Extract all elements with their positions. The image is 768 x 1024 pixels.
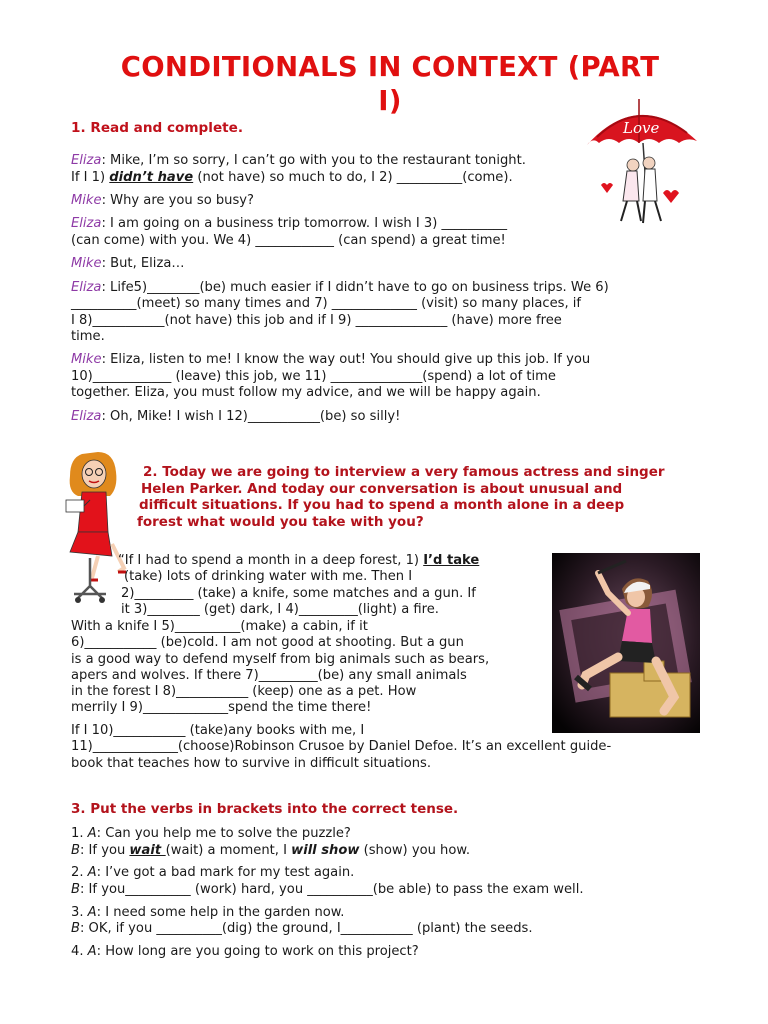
item-number: 3. [71,905,88,920]
passage-text: “If I had to spend a month in a deep forest, 1) [118,553,424,568]
answer-example: will show [291,843,360,858]
answer-example: didn’t have [109,170,194,185]
speaker-a: A [87,826,97,841]
exercise-text: (show) you how. [359,843,471,858]
passage-line-11: If I 10)___________ (take)any books with me, I [71,723,365,738]
dialogue-text: If I 1) [71,170,110,185]
speaker-mike: Mike [71,352,102,367]
speaker-a: A [87,944,97,959]
dialogue-line-13: together. Eliza, you must follow my advice, and we will be happy again. [71,385,541,400]
passage-line-9: in the forest I 8)___________ (keep) one as a pet. How [71,684,417,699]
exercise-3-a [71,905,344,921]
passage-line-3: 2)_________ (take) a knife, some matches and a gun. If [121,586,476,601]
dialogue-text: : Oh, Mike! I wish I 12)___________(be) so silly! [101,409,401,424]
section2-heading-line-4: forest what would you take with you? [137,514,424,530]
dialogue-text: : But, Eliza… [101,256,185,271]
passage-line-4: it 3)________ (get) dark, I 4)_________(light) a fire. [121,602,439,617]
exercise-text: : If you [79,843,130,858]
section3-heading: 3. Put the verbs in brackets into the correct tense. [71,801,459,817]
dialogue-line-2 [71,170,513,186]
answer-example: wait [129,843,166,858]
section2-heading-line-2: Helen Parker. And today our conversation is about unusual and [141,481,623,497]
title-line-1: CONDITIONALS IN CONTEXT (PART [120,51,660,83]
passage-line-7: is a good way to defend myself from big animals such as bears, [71,652,490,667]
speaker-a: A [87,905,97,920]
dialogue-line-1 [71,153,526,169]
exercise-4-a [71,944,419,960]
dialogue-line-14 [71,409,400,425]
love-umbrella-illustration [583,93,701,228]
dialogue-text: : Eliza, listen to me! I know the way out! You should give up this job. If you [101,352,591,367]
exercise-text: : How long are you going to work on this project? [96,944,419,959]
speaker-a: A [87,865,97,880]
speaker-b: B [71,882,80,897]
speaker-eliza: Eliza [71,216,102,231]
dialogue-line-10: time. [71,329,105,344]
exercise-2-a [71,865,354,881]
passage-line-5: With a knife I 5)__________(make) a cabin, if it [71,619,368,634]
dialogue-text: : Life5)________(be) much easier if I didn’t have to go on business trips. We 6) [101,280,609,295]
dialogue-line-9: I 8)___________(not have) this job and if I 9) ______________ (have) more free [71,313,562,328]
passage-line-1 [118,553,479,569]
exercise-3-b [71,921,533,937]
speaker-b: B [71,921,80,936]
speaker-mike: Mike [71,256,102,271]
dialogue-text: : I am going on a business trip tomorrow. I wish I 3) __________ [101,216,507,231]
passage-line-12: 11)_____________(choose)Robinson Crusoe by Daniel Defoe. It’s an excellent guide- [71,739,612,754]
exercise-2-b [71,882,584,898]
passage-line-13: book that teaches how to survive in difficult situations. [71,756,432,771]
exercise-1-a [71,826,351,842]
passage-line-10: merrily I 9)_____________spend the time there! [71,700,372,715]
dialogue-line-4 [71,216,507,232]
section2-heading-line-1: 2. Today we are going to interview a very famous actress and singer [143,464,665,480]
answer-example: I’d take [423,553,480,568]
dialogue-line-3 [71,193,254,209]
dialogue-text: (not have) so much to do, I 2) __________(come). [193,170,513,185]
passage-line-6: 6)___________ (be)cold. I am not good at shooting. But a gun [71,635,464,650]
dialogue-text: : Why are you so busy? [101,193,254,208]
section2-heading-line-3: difficult situations. If you had to spend a month alone in a deep [139,497,625,513]
item-number: 2. [71,865,88,880]
speaker-b: B [71,843,80,858]
dialogue-line-12: 10)____________ (leave) this job, we 11) ______________(spend) a lot of time [71,369,556,384]
exercise-text: : OK, if you __________(dig) the ground, I___________ (plant) the seeds. [79,921,533,936]
title-line-2: I) [378,85,402,117]
dialogue-line-5: (can come) with you. We 4) ____________ (can spend) a great time! [71,233,506,248]
exercise-text: (wait) a moment, I [165,843,292,858]
exercise-text: : I need some help in the garden now. [96,905,345,920]
item-number: 1. [71,826,88,841]
speaker-mike: Mike [71,193,102,208]
dialogue-text: : Mike, I’m so sorry, I can’t go with you to the restaurant tonight. [101,153,526,168]
exercise-text: : I’ve got a bad mark for my test again. [96,865,355,880]
exercise-1-b [71,843,470,859]
pinup-girl-picture [552,553,700,733]
exercise-text: : Can you help me to solve the puzzle? [96,826,351,841]
dialogue-line-11 [71,352,590,368]
speaker-eliza: Eliza [71,280,102,295]
speaker-eliza: Eliza [71,409,102,424]
section1-heading: 1. Read and complete. [71,120,244,136]
exercise-text: : If you__________ (work) hard, you __________(be able) to pass the exam well. [79,882,584,897]
dialogue-line-6 [71,256,184,272]
dialogue-line-8: __________(meet) so many times and 7) _____________ (visit) so many places, if [71,296,582,311]
item-number: 4. [71,944,88,959]
umbrella-love-text: Love [623,119,660,137]
passage-line-8: apers and wolves. If there 7)_________(be) any small animals [71,668,467,683]
dialogue-line-7 [71,280,609,296]
passage-line-2: (take) lots of drinking water with me. Then I [124,569,413,584]
speaker-eliza: Eliza [71,153,102,168]
